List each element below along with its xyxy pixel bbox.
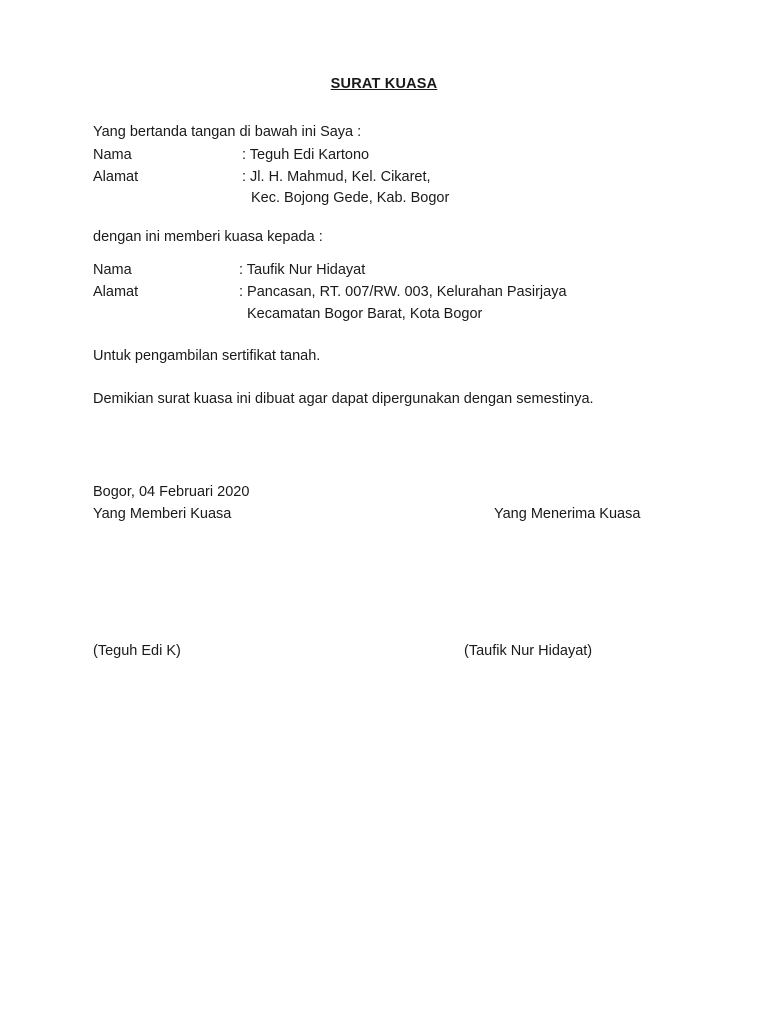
receiver-name-label: Nama	[93, 262, 132, 278]
grant-text: dengan ini memberi kuasa kepada :	[93, 229, 323, 245]
place-date: Bogor, 04 Februari 2020	[93, 484, 250, 500]
giver-name-value: : Teguh Edi Kartono	[242, 147, 370, 163]
receiver-address-line2: Kecamatan Bogor Barat, Kota Bogor	[247, 306, 483, 322]
giver-address-label: Alamat	[93, 169, 139, 185]
giver-address-line1: : Jl. H. Mahmud, Kel. Cikaret,	[242, 169, 431, 185]
intro-text: Yang bertanda tangan di bawah ini Saya :	[93, 124, 362, 140]
document-title: SURAT KUASA	[330, 76, 438, 92]
receiver-role: Yang Menerima Kuasa	[494, 506, 641, 522]
giver-signature-name: (Teguh Edi K)	[93, 643, 181, 659]
giver-role: Yang Memberi Kuasa	[93, 506, 232, 522]
purpose-text: Untuk pengambilan sertifikat tanah.	[93, 348, 321, 364]
receiver-address-label: Alamat	[93, 284, 139, 300]
giver-address-line2: Kec. Bojong Gede, Kab. Bogor	[251, 190, 450, 206]
receiver-signature-name: (Taufik Nur Hidayat)	[464, 643, 593, 659]
closing-text: Demikian surat kuasa ini dibuat agar dapat dipergunakan dengan semestinya.	[93, 391, 594, 407]
receiver-name-value: : Taufik Nur Hidayat	[239, 262, 366, 278]
receiver-address-line1: : Pancasan, RT. 007/RW. 003, Kelurahan Pasirjaya	[239, 284, 567, 300]
giver-name-label: Nama	[93, 147, 132, 163]
